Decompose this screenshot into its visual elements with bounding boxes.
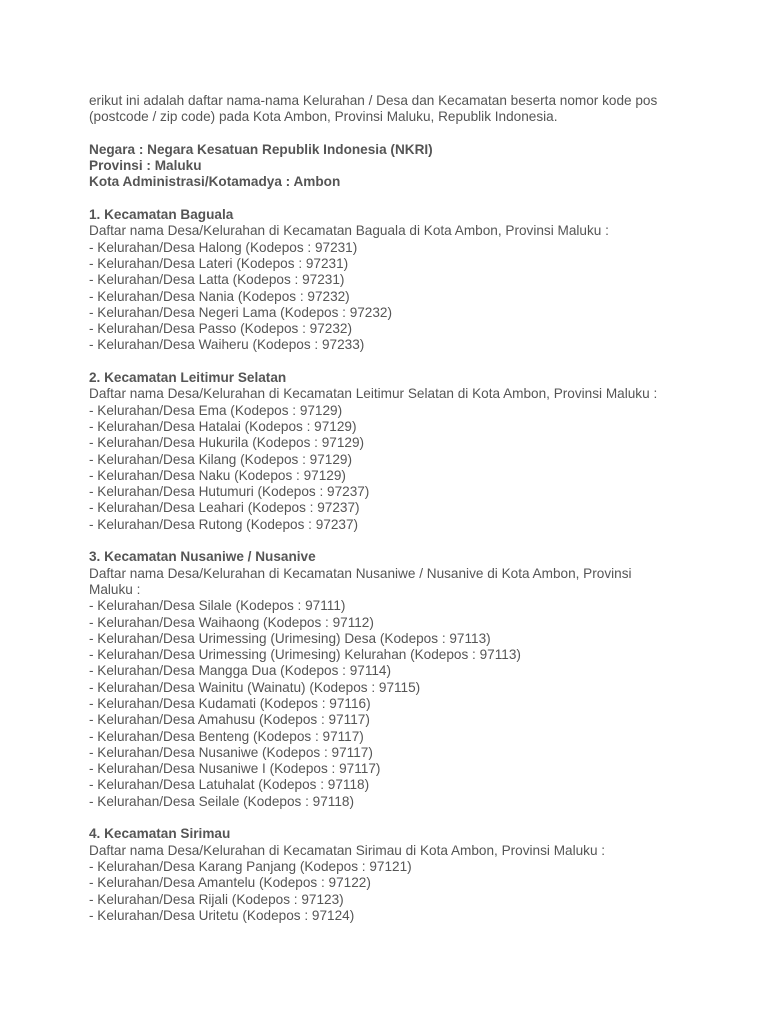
list-item: - Kelurahan/Desa Benteng (Kodepos : 97117) — [89, 728, 364, 744]
list-item: - Kelurahan/Desa Kilang (Kodepos : 97129) — [89, 451, 352, 467]
list-item: - Kelurahan/Desa Wainitu (Wainatu) (Kodepos : 97115) — [89, 679, 421, 695]
country-line: Negara : Negara Kesatuan Republik Indonesia (NKRI) — [89, 141, 433, 157]
list-item: - Kelurahan/Desa Uritetu (Kodepos : 97124) — [89, 907, 355, 923]
province-line: Provinsi : Maluku — [89, 158, 202, 174]
location-header — [89, 142, 679, 191]
list-item: - Kelurahan/Desa Kudamati (Kodepos : 97116) — [89, 695, 371, 711]
list-item: - Kelurahan/Desa Rijali (Kodepos : 97123) — [89, 891, 344, 907]
section-sirimau — [89, 826, 679, 924]
section-title: 2. Kecamatan Leitimur Selatan — [89, 370, 287, 386]
list-item: - Kelurahan/Desa Latta (Kodepos : 97231) — [89, 272, 345, 288]
section-description: Daftar nama Desa/Kelurahan di Kecamatan Nusaniwe / Nusanive di Kota Ambon, Provinsi Maluku : — [89, 565, 632, 597]
section-title: 3. Kecamatan Nusaniwe / Nusanive — [89, 549, 316, 565]
list-item: - Kelurahan/Desa Leahari (Kodepos : 97237) — [89, 500, 360, 516]
list-item: - Kelurahan/Desa Waiheru (Kodepos : 97233) — [89, 337, 365, 353]
section-title: 4. Kecamatan Sirimau — [89, 826, 231, 842]
list-item: - Kelurahan/Desa Passo (Kodepos : 97232) — [89, 321, 352, 337]
list-item: - Kelurahan/Desa Hutumuri (Kodepos : 97237) — [89, 484, 370, 500]
list-item: - Kelurahan/Desa Seilale (Kodepos : 97118) — [89, 793, 354, 809]
section-leitimur-selatan — [89, 370, 679, 533]
list-item: - Kelurahan/Desa Hatalai (Kodepos : 97129) — [89, 418, 357, 434]
list-item: - Kelurahan/Desa Urimessing (Urimesing) Desa (Kodepos : 97113) — [89, 630, 491, 646]
section-description: Daftar nama Desa/Kelurahan di Kecamatan Leitimur Selatan di Kota Ambon, Provinsi Maluku : — [89, 386, 658, 402]
list-item: - Kelurahan/Desa Latuhalat (Kodepos : 97118) — [89, 777, 370, 793]
list-item: - Kelurahan/Desa Mangga Dua (Kodepos : 97114) — [89, 663, 392, 679]
list-item: - Kelurahan/Desa Rutong (Kodepos : 97237) — [89, 516, 359, 532]
section-description: Daftar nama Desa/Kelurahan di Kecamatan Sirimau di Kota Ambon, Provinsi Maluku : — [89, 842, 606, 858]
list-item: - Kelurahan/Desa Nusaniwe I (Kodepos : 97117) — [89, 761, 381, 777]
section-description: Daftar nama Desa/Kelurahan di Kecamatan Baguala di Kota Ambon, Provinsi Maluku : — [89, 223, 609, 239]
list-item: - Kelurahan/Desa Halong (Kodepos : 97231) — [89, 239, 358, 255]
list-item: - Kelurahan/Desa Lateri (Kodepos : 97231) — [89, 255, 349, 271]
section-nusaniwe — [89, 549, 679, 810]
section-baguala — [89, 207, 679, 354]
list-item: - Kelurahan/Desa Naku (Kodepos : 97129) — [89, 467, 346, 483]
section-title: 1. Kecamatan Baguala — [89, 207, 234, 223]
list-item: - Kelurahan/Desa Urimessing (Urimesing) Kelurahan (Kodepos : 97113) — [89, 647, 521, 663]
intro-paragraph: erikut ini adalah daftar nama-nama Kelurahan / Desa dan Kecamatan beserta nomor kode pos (postcode / zip code) pada Kota Ambon, Provinsi Maluku, Republik Indonesia. — [89, 93, 658, 125]
list-item: - Kelurahan/Desa Nania (Kodepos : 97232) — [89, 288, 350, 304]
list-item: - Kelurahan/Desa Amantelu (Kodepos : 97122) — [89, 875, 371, 891]
list-item: - Kelurahan/Desa Waihaong (Kodepos : 97112) — [89, 614, 374, 630]
list-item: - Kelurahan/Desa Ema (Kodepos : 97129) — [89, 402, 343, 418]
city-line: Kota Administrasi/Kotamadya : Ambon — [89, 174, 341, 190]
list-item: - Kelurahan/Desa Silale (Kodepos : 97111) — [89, 598, 346, 614]
list-item: - Kelurahan/Desa Amahusu (Kodepos : 97117) — [89, 712, 370, 728]
list-item: - Kelurahan/Desa Nusaniwe (Kodepos : 97117) — [89, 744, 373, 760]
list-item: - Kelurahan/Desa Negeri Lama (Kodepos : 97232) — [89, 304, 393, 320]
list-item: - Kelurahan/Desa Hukurila (Kodepos : 97129) — [89, 435, 365, 451]
list-item: - Kelurahan/Desa Karang Panjang (Kodepos : 97121) — [89, 858, 412, 874]
document-page — [89, 93, 679, 924]
